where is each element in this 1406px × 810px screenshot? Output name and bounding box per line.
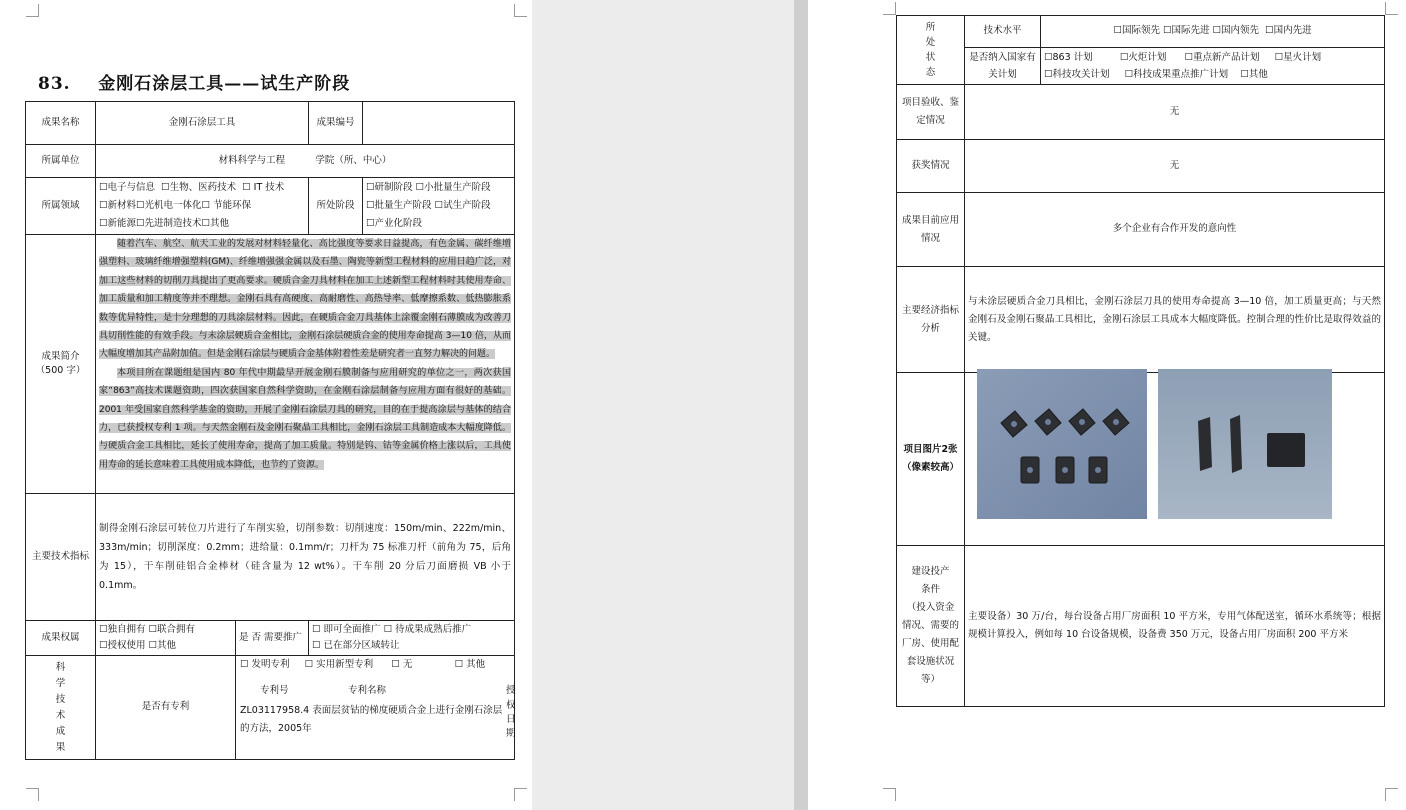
tech-level-options[interactable]: ☐国际领先 ☐国际先进 ☐国内领先 ☐国内先进	[1041, 16, 1385, 48]
promo-options-line-2[interactable]: ☐ 已在部分区域转让	[312, 640, 400, 651]
photo-label: 项目图片2张（像素较高）	[897, 373, 965, 546]
intro-paragraph-1: 随着汽车、航空、航天工业的发展对材料轻量化、高比强度等要求日益提高，有色金属、碳纤维增强塑料、玻璃纤维增强塑料(GM)、纤维增强强金属以及石墨、陶瓷等新型工程材料的应用日趋广泛，对加工这些材料的切削刀具提出了更高要求。硬质合金刀具材料在加工上述新型工程材料时其使用寿命、加工质量和加工精度等并不理想。金刚石具有高硬度、高耐磨性、高热导率、低摩擦系数、低热膨胀系数等优异特性，是十分理想的刀具涂层材料。因此，在硬质合金刀具基体上涂覆金刚石薄膜成为改善刀具切削性能的有效手段。与未涂层硬质合金相比，金刚石涂层硬质合金的使用寿命提高 3—10 倍，从而大幅度增加其产品附加值。但是金刚石涂层与硬质合金基体附着性差是研究者一直努力解决的问题。	[99, 239, 512, 360]
rights-options-line-1[interactable]: ☐独自拥有 ☐联合拥有	[99, 624, 196, 635]
name-value[interactable]: 金刚石涂层工具	[96, 102, 309, 145]
sci-tech-char: 科	[55, 661, 66, 673]
status-label	[897, 16, 965, 85]
page-gap	[532, 0, 794, 810]
tech-value[interactable]: 制得金刚石涂层可转位刀片进行了车削实验，切削参数：切削速度：150m/min、222m/min、333m/min；切削深度：0.2mm；进给量：0.1mm/r；刀杆为 75 标准刀杆（前角为 75，后角为 15），干车削硅铝合金棒材（硅含量为 12 wt%）。干车削 20 分后刀面磨损 VB 小于 0.1mm。	[96, 494, 515, 621]
plan-options-line-2[interactable]: ☐科技攻关计划 ☐科技成果重点推广计划 ☐其他	[1044, 69, 1268, 80]
investment-label-line: （投入资金	[906, 602, 955, 613]
margin-corner-top-right	[514, 4, 527, 17]
number-value[interactable]	[363, 102, 515, 145]
patent-row: ZL03117958.4 表面层贫钴的梯度硬质合金上进行金刚石涂层的方法，2005年	[240, 705, 503, 735]
intro-label: 成果简介（500 字）	[26, 235, 96, 494]
field-options-line-3[interactable]: ☐新能源☐先进制造技术☐其他	[99, 218, 230, 229]
status-char: 处	[925, 37, 936, 48]
sci-tech-char: 学	[55, 677, 66, 689]
sci-tech-char: 技	[55, 693, 66, 705]
product-photo-inserts	[977, 369, 1147, 519]
achievement-form-table-continued	[896, 15, 1385, 707]
sci-tech-char: 术	[55, 709, 66, 721]
application-value[interactable]: 多个企业有合作开发的意向性	[965, 193, 1385, 267]
patent-date-header: 授权日期	[506, 685, 516, 739]
patent-label: 是否有专利	[96, 656, 236, 760]
investment-label-line: 建设投产	[911, 566, 950, 577]
document-page-left	[0, 0, 532, 810]
stage-options-line-1[interactable]: ☐研制阶段 ☐小批量生产阶段	[366, 182, 491, 193]
patent-name-header: 专利名称	[348, 685, 387, 697]
margin-corner-top-right	[1385, 2, 1398, 15]
rights-options[interactable]	[96, 621, 236, 656]
margin-corner-top-left	[26, 4, 39, 17]
award-value[interactable]: 无	[965, 140, 1385, 193]
plan-options[interactable]	[1041, 48, 1385, 85]
tech-label: 主要技术指标	[26, 494, 96, 621]
tech-level-label: 技术水平	[965, 16, 1041, 48]
award-label: 获奖情况	[897, 140, 965, 193]
investment-label-line: 套设施状况	[906, 656, 955, 667]
patent-type-options[interactable]: ☐ 发明专利 ☐ 实用新型专利 ☐ 无 ☐ 其他	[240, 659, 486, 670]
application-label: 成果目前应用情况	[897, 193, 965, 267]
sci-tech-char: 果	[55, 741, 66, 753]
investment-label-line: 条件	[920, 584, 940, 595]
achievement-form-table	[25, 101, 515, 760]
margin-corner-bottom-right	[1385, 788, 1398, 801]
promo-options-line-1[interactable]: ☐ 即可全面推广 ☐ 待成果成熟后推广	[312, 624, 472, 635]
acceptance-label: 项目验收、鉴定情况	[897, 85, 965, 140]
investment-label	[897, 546, 965, 707]
investment-value[interactable]: 主要设备）30 万/台，每台设备占用厂房面积 10 平方米，专用气体配送室，循环水系统等；根据规模计算投入，例如每 10 台设备规模，设备费 350 万元，设备占用厂房面积 200 平方米	[965, 546, 1385, 707]
section-heading: 83. 金刚石涂层工具——试生产阶段	[38, 74, 351, 94]
stage-options-line-2[interactable]: ☐批量生产阶段 ☐试生产阶段	[366, 200, 491, 211]
field-label: 所属领域	[26, 178, 96, 235]
margin-corner-bottom-left	[26, 788, 39, 801]
investment-label-line: 情况、需要的	[901, 620, 959, 631]
margin-corner-bottom-left	[883, 788, 896, 801]
stage-options-line-3[interactable]: ☐产业化阶段	[366, 218, 423, 229]
investment-label-line: 厂房、使用配	[901, 638, 959, 649]
status-char: 态	[925, 67, 936, 78]
product-photo-side-view	[1158, 369, 1332, 519]
field-options-line-1[interactable]: ☐电子与信息 ☐生物、医药技术 ☐ IT 技术	[99, 182, 285, 193]
sci-tech-label	[26, 656, 96, 760]
intro-paragraph-2: 本项目所在课题组是国内 80 年代中期最早开展金刚石膜制备与应用研究的单位之一，两次获国家“863”高技术课题资助，四次获国家自然科学资助，在金刚石涂层制备与应用方面有很好的基础。2001 年受国家自然科学基金的资助，开展了金刚石涂层刀具的研究，目的在于提高涂层与基体的结合力，已获授权专利 1 项。与天然金刚石及金刚石聚晶工具相比，金刚石涂层工具制造成本大幅度降低。与硬质合金工具相比，延长了使用寿命，提高了加工质量。特别是钨、钴等金属价格上涨以后，工具使用寿命的延长意味着工具使用成本降低，也节约了资源。	[99, 367, 512, 470]
economic-value[interactable]: 与未涂层硬质合金刀具相比，金刚石涂层刀具的使用寿命提高 3—10 倍，加工质量更高；与天然金刚石及金刚石聚晶工具相比，金刚石涂层工具成本大幅度降低。控制合理的性价比是取得效益的关键。	[965, 267, 1385, 373]
status-char: 状	[925, 52, 936, 63]
acceptance-value[interactable]: 无	[965, 85, 1385, 140]
margin-corner-bottom-right	[514, 788, 527, 801]
page-divider	[794, 0, 808, 810]
promo-options[interactable]	[309, 621, 515, 656]
rights-label: 成果权属	[26, 621, 96, 656]
plan-options-line-1[interactable]: ☐863 计划 ☐火炬计划 ☐重点新产品计划 ☐星火计划	[1044, 52, 1322, 63]
sci-tech-char: 成	[55, 725, 66, 737]
plan-label: 是否纳入国家有关计划	[965, 48, 1041, 85]
name-label: 成果名称	[26, 102, 96, 145]
rights-options-line-2[interactable]: ☐授权使用 ☐其他	[99, 640, 177, 651]
stage-label: 所处阶段	[309, 178, 363, 235]
intro-text[interactable]	[96, 235, 515, 494]
patent-details[interactable]	[236, 656, 515, 760]
unit-value[interactable]: 材料科学与工程 学院（所、中心）	[96, 145, 515, 178]
patent-no-header: 专利号	[260, 685, 289, 697]
economic-label: 主要经济指标分析	[897, 267, 965, 373]
unit-label: 所属单位	[26, 145, 96, 178]
promo-label: 是 否 需要推广	[236, 621, 309, 656]
investment-label-line: 等）	[920, 674, 940, 685]
document-page-right	[808, 0, 1406, 810]
field-options[interactable]	[96, 178, 309, 235]
field-options-line-2[interactable]: ☐新材料☐光机电一体化☐ 节能环保	[99, 200, 252, 211]
stage-options[interactable]	[363, 178, 515, 235]
number-label: 成果编号	[309, 102, 363, 145]
status-char: 所	[925, 22, 936, 33]
margin-corner-top-left	[883, 2, 896, 15]
